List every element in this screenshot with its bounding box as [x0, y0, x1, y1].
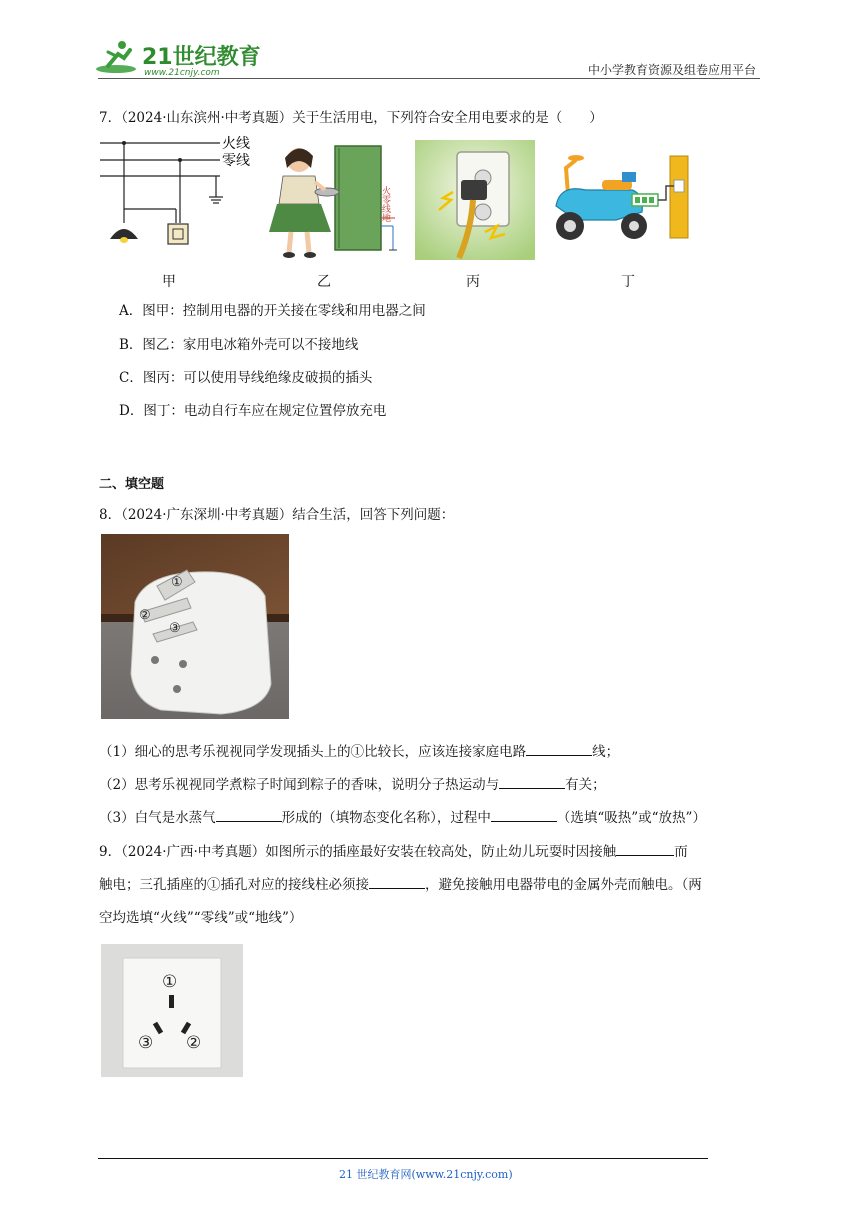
plug-mark-2: ②: [139, 608, 151, 623]
q8-sub3-text-c: （选填“吸热”或“放热”）: [556, 810, 706, 826]
q8-sub2: [99, 773, 606, 793]
fridge-wire-label: 火零线地: [380, 186, 390, 222]
q7-figure-ebike-charging: [546, 150, 692, 256]
q8-sub3: [99, 806, 706, 826]
section-title: 二、填空题: [99, 477, 165, 492]
q9-blank-1[interactable]: [616, 842, 674, 856]
q9-line1-text-a: 9．（2024·广西·中考真题）如图所示的插座最好安装在较高处，防止幼儿玩耍时因接触: [99, 844, 617, 860]
q8-stem: 8．（2024·广东深圳·中考真题）结合生活，回答下列问题：: [99, 507, 455, 523]
q8-sub3-text-b: 形成的（填物态变化名称），过程中: [281, 810, 491, 826]
q8-sub1-text-a: （1）细心的思考乐视视同学发现插头上的①比较长，应该连接家庭电路: [99, 744, 527, 760]
caption-bing: 丙: [466, 274, 480, 290]
header-divider: [98, 78, 760, 79]
q9-line2-text-b: ，避免接触用电器带电的金属外壳而触电。（两: [425, 877, 702, 893]
q9-line2-text-a: 触电；三孔插座的①插孔对应的接线柱必须接: [99, 877, 369, 893]
plug-mark-3: ③: [169, 621, 181, 636]
label-zero-wire: 零线: [222, 153, 250, 169]
site-logo: [94, 36, 264, 78]
q7-option-c: C．图丙：可以使用导线绝缘皮破损的插头: [119, 370, 373, 386]
q8-blank-1[interactable]: [526, 742, 592, 756]
logo-subtext: www.21cnjy.com: [144, 68, 220, 78]
q7-option-b: B．图乙：家用电冰箱外壳可以不接地线: [119, 337, 359, 353]
q9-line-1: [99, 840, 688, 860]
q8-plug-photo: [101, 534, 289, 719]
label-fire-wire: 火线: [222, 136, 250, 152]
q8-sub2-text-a: （2）思考乐视视同学煮粽子时闻到粽子的香味，说明分子热运动与: [99, 777, 500, 793]
q9-socket-photo: [101, 944, 243, 1077]
q7-figure-circuit: [98, 135, 258, 253]
footer-divider: [98, 1158, 708, 1159]
q9-line-2: [99, 873, 702, 893]
platform-name: 中小学教育资源及组卷应用平台: [587, 63, 756, 77]
q8-sub3-text-a: （3）白气是水蒸气: [99, 810, 216, 826]
q7-figure-damaged-plug: [415, 140, 535, 260]
caption-yi: 乙: [317, 274, 331, 290]
q7-option-a: A．图甲：控制用电器的开关接在零线和用电器之间: [119, 303, 426, 319]
q8-blank-2[interactable]: [499, 775, 565, 789]
socket-mark-3: ③: [138, 1033, 154, 1053]
q9-line-3: 空均选填“火线”“零线”或“地线”）: [99, 910, 303, 926]
q8-blank-4[interactable]: [491, 808, 557, 822]
q9-blank-2[interactable]: [369, 875, 425, 889]
q8-sub1: [99, 740, 619, 760]
logo-text: 21世纪教育: [142, 45, 261, 70]
q7-option-d: D．图丁：电动自行车应在规定位置停放充电: [119, 403, 387, 419]
caption-ding: 丁: [621, 274, 635, 290]
caption-jia: 甲: [162, 274, 176, 290]
footer-link[interactable]: 21 世纪教育网(www.21cnjy.com): [339, 1168, 513, 1181]
plug-mark-1: ①: [171, 575, 183, 590]
q7-stem: 7．（2024·山东滨州·中考真题）关于生活用电，下列符合安全用电要求的是（ ）: [99, 110, 603, 126]
socket-mark-1: ①: [162, 972, 178, 992]
q8-sub2-text-b: 有关；: [565, 777, 606, 793]
q8-sub1-text-b: 线；: [592, 744, 620, 760]
q8-blank-3[interactable]: [216, 808, 282, 822]
q7-figure-fridge: [265, 138, 413, 262]
socket-mark-2: ②: [186, 1033, 202, 1053]
q9-line1-text-b: 而: [674, 844, 688, 860]
